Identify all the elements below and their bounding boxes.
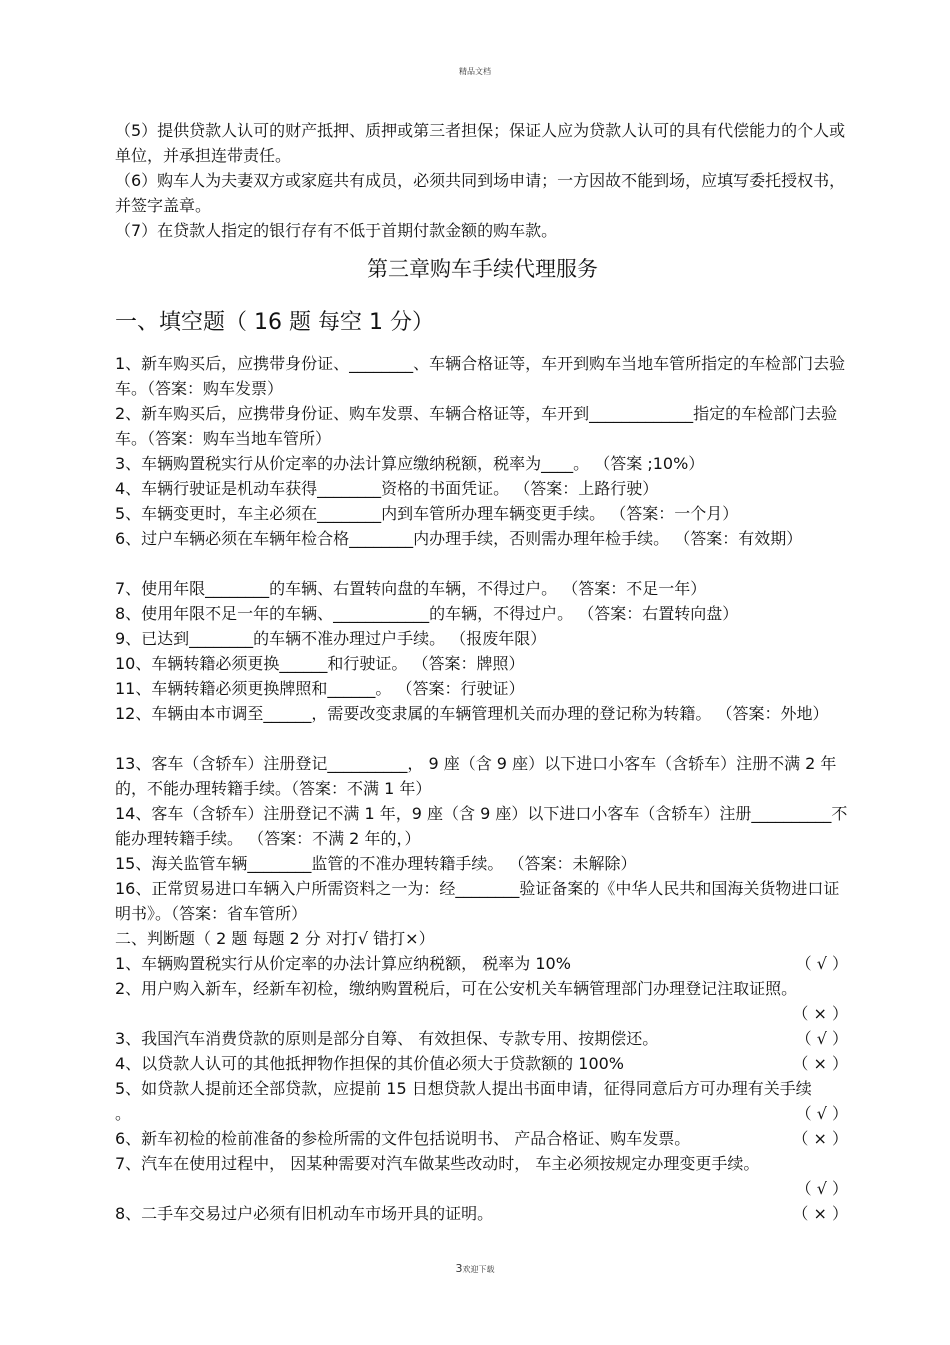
footer-text: 欢迎下载 — [462, 1265, 495, 1274]
judgement-text: 2、用户购入新车，经新车初检，缴纳购置税后，可在公安机关车辆管理部门办理登记注取证照。 — [115, 979, 798, 998]
document-body — [115, 118, 850, 1226]
judgement-text: 8、二手车交易过户必须有旧机动车市场开具的证明。 — [115, 1204, 494, 1223]
section-title-fill-in: 一、填空题（ 16 题 每空 1 分） — [115, 310, 434, 335]
question: 8、使用年限不足一年的车辆、____________的车辆，不得过户。 （答案：右置转向盘） — [115, 604, 739, 623]
judgement-text: 1、车辆购置税实行从价定率的办法计算应纳税额， 税率为 10% — [115, 954, 571, 973]
question: 6、过户车辆必须在车辆年检合格________内办理手续，否则需办理年检手续。 （答案：有效期） — [115, 529, 803, 548]
question: 12、车辆由本市调至______，需要改变隶属的车辆管理机关而办理的登记称为转籍。 （答案：外地） — [115, 704, 829, 723]
page-footer — [0, 1262, 950, 1275]
judgement-text: 6、新车初检的检前准备的参检所需的文件包括说明书、 产品合格证、购车发票。 — [115, 1129, 691, 1148]
answer-mark: （ × ） — [792, 1004, 848, 1023]
intro-item: （6）购车人为夫妻双方或家庭共有成员，必须共同到场申请；一方因故不能到场，应填写委托授权书，并签字盖章。 — [115, 171, 846, 215]
answer-mark: （ √ ） — [795, 1104, 848, 1123]
answer-mark: （ √ ） — [795, 1029, 848, 1048]
judgement-text: 5、如贷款人提前还全部贷款，应提前 15 日想贷款人提出书面申请，征得同意后方可办理有关手续 。 — [115, 1079, 812, 1123]
question: 5、车辆变更时，车主必须在________内到车管所办理车辆变更手续。 （答案：一个月） — [115, 504, 739, 523]
judgement-text: 3、我国汽车消费贷款的原则是部分自筹、 有效担保、专款专用、按期偿还。 — [115, 1029, 659, 1048]
judgement-item — [115, 1051, 850, 1076]
page-header: 精品文档 — [459, 67, 491, 76]
answer-mark: （ × ） — [792, 1129, 848, 1148]
judgement-item — [115, 1126, 850, 1151]
answer-mark: （ √ ） — [795, 1179, 848, 1198]
question: 16、正常贸易进口车辆入户所需资料之一为：经________验证备案的《中华人民共和国海关货物进口证明书》。（答案：省车管所） — [115, 879, 840, 923]
judgement-text: 4、以贷款人认可的其他抵押物作担保的其价值必须大于贷款额的 100% — [115, 1054, 625, 1073]
intro-item: （7）在贷款人指定的银行存有不低于首期付款金额的购车款。 — [115, 221, 558, 240]
judgement-item — [115, 1151, 850, 1201]
question: 14、客车（含轿车）注册登记不满 1 年，9 座（含 9 座）以下进口小客车（含轿车）注册__________不能办理转籍手续。 （答案：不满 2 年的，） — [115, 804, 848, 848]
question: 1、新车购买后，应携带身份证、________、车辆合格证等，车开到购车当地车管所指定的车检部门去验车。（答案：购车发票） — [115, 354, 846, 398]
page-number: 3 — [455, 1262, 463, 1275]
answer-mark: （ √ ） — [795, 954, 848, 973]
question: 3、车辆购置税实行从价定率的办法计算应缴纳税额，税率为____。 （答案 ;10%） — [115, 454, 705, 473]
question: 13、客车（含轿车）注册登记__________， 9 座（含 9 座）以下进口小客车（含轿车）注册不满 2 年的，不能办理转籍手续。（答案：不满 1 年） — [115, 754, 837, 798]
section-title-judgement: 二、判断题（ 2 题 每题 2 分 对打√ 错打×） — [115, 929, 435, 948]
judgement-item — [115, 1076, 850, 1126]
judgement-text: 7、汽车在使用过程中， 因某种需要对汽车做某些改动时， 车主必须按规定办理变更手续。 — [115, 1154, 760, 1173]
question: 10、车辆转籍必须更换______和行驶证。 （答案：牌照） — [115, 654, 525, 673]
answer-mark: （ × ） — [792, 1054, 848, 1073]
intro-item: （5）提供贷款人认可的财产抵押、质押或第三者担保；保证人应为贷款人认可的具有代偿能力的个人或单位，并承担连带责任。 — [115, 121, 846, 165]
question: 7、使用年限________的车辆、右置转向盘的车辆，不得过户。 （答案：不足一年） — [115, 579, 707, 598]
chapter-title: 第三章购车手续代理服务 — [367, 257, 598, 281]
question: 11、车辆转籍必须更换牌照和______。 （答案：行驶证） — [115, 679, 525, 698]
judgement-item — [115, 951, 850, 976]
answer-mark: （ × ） — [792, 1204, 848, 1223]
question: 9、已达到________的车辆不准办理过户手续。 （报废年限） — [115, 629, 547, 648]
question: 15、海关监管车辆________监管的不准办理转籍手续。 （答案：未解除） — [115, 854, 637, 873]
question: 4、车辆行驶证是机动车获得________资格的书面凭证。 （答案：上路行驶） — [115, 479, 659, 498]
question: 2、新车购买后，应携带身份证、购车发票、车辆合格证等，车开到_____________指定的车检部门去验车。（答案：购车当地车管所） — [115, 404, 838, 448]
judgement-item — [115, 1026, 850, 1051]
judgement-item — [115, 1201, 850, 1226]
judgement-item — [115, 976, 850, 1026]
